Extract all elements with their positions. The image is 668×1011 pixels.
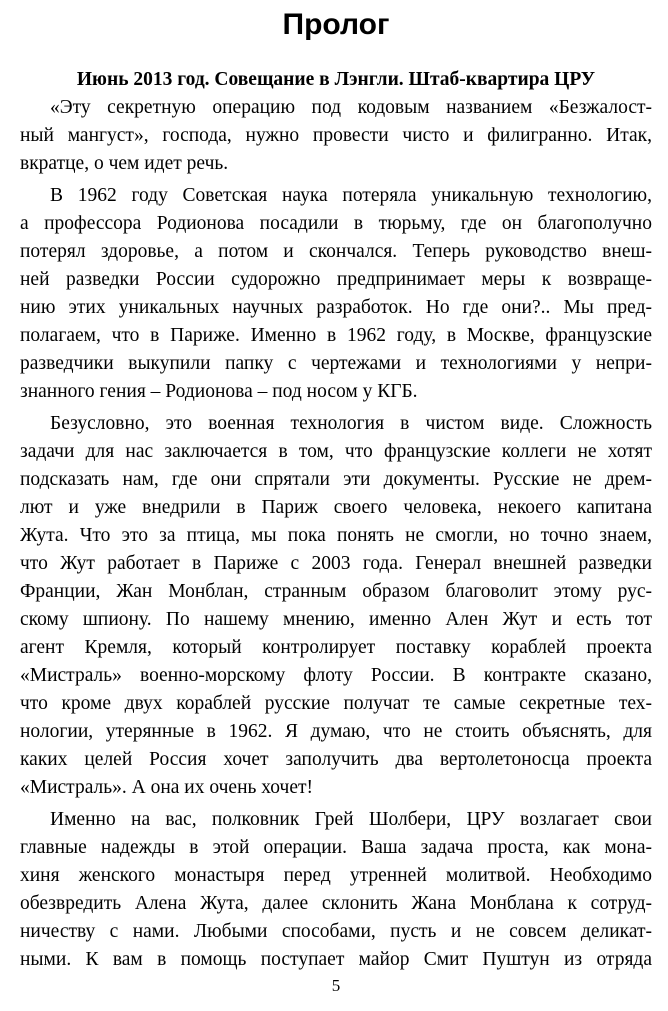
text-line: агент Кремля, который контролирует поставку кораблей проекта [20,637,652,658]
section-subtitle: Июнь 2013 год. Совещание в Лэнгли. Штаб-квартира ЦРУ [76,69,596,90]
text-line: лют и уже внедрили в Париж своего человека, некоего капитана [20,497,652,518]
text-line: «Мистраль». А она их очень хочет! [20,777,314,798]
paragraph [20,410,652,802]
text-line: знанного гения – Родионова – под носом у КГБ. [20,381,418,402]
text-line: Безусловно, это военная технология в чистом виде. Сложность [50,413,652,434]
text-line: В 1962 году Советская наука потеряла уникальную технологию, [50,185,652,206]
book-page [20,0,652,1011]
text-line: что Жут работает в Париже с 2003 года. Генерал внешней разведки [20,553,652,574]
text-line: нологии, утерянные в 1962. Я думаю, что не стоить объяснять, для [20,721,652,742]
text-line: Именно на вас, полковник Грей Шолбери, ЦРУ возлагает свои [50,809,652,830]
text-line: ней разведки России судорожно предпринимает меры к возвраще- [20,269,652,290]
body-text [20,94,652,974]
text-line: ный мангуст», господа, нужно провести чисто и филигранно. Итак, [20,125,652,146]
paragraph [20,182,652,406]
chapter-title: Пролог [282,8,390,41]
text-line: «Мистраль» военно-морскому флоту России. В контракте сказано, [20,665,652,686]
text-line: а профессора Родионова посадили в тюрьму, где он благополучно [20,213,652,234]
text-line: обезвредить Алена Жута, далее склонить Жана Монблана к сотруд- [20,893,652,914]
text-line: Жута. Что это за птица, мы пока понять не смогли, но точно знаем, [20,525,652,546]
text-line: ными. К вам в помощь поступает майор Смит Пуштун из отряда [20,949,652,970]
text-line: каких целей Россия хочет заполучить два вертолетоносца проекта [20,749,652,770]
text-line: ничеству с нами. Любыми способами, пусть и не совсем деликат- [20,921,652,942]
text-line: вкратце, о чем идет речь. [20,153,229,174]
text-line: задачи для нас заключается в том, что французские коллеги не хотят [20,441,652,462]
text-line: разведчики выкупили папку с чертежами и технологиями у непри- [20,353,652,374]
text-line: главные надежды в этой операции. Ваша задача проста, как мона- [20,837,652,858]
text-line: что кроме двух кораблей русские получат те самые секретные тех- [20,693,652,714]
paragraph [20,806,652,974]
text-line: хиня женского монастыря перед утренней молитвой. Необходимо [20,865,652,886]
text-line: «Эту секретную операцию под кодовым названием «Безжалост- [50,97,652,118]
page-number: 5 [331,976,341,995]
text-line: подсказать нам, где они спрятали эти документы. Русские не дрем- [20,469,652,490]
text-line: скому шпиону. По нашему мнению, именно Ален Жут и есть тот [20,609,652,630]
text-line: Франции, Жан Монблан, странным образом благоволит этому рус- [20,581,652,602]
paragraph [20,94,652,178]
text-line: потерял здоровье, а потом и скончался. Теперь руководство внеш- [20,241,652,262]
text-line: нию этих уникальных научных разработок. Но где они?.. Мы пред- [20,297,652,318]
text-line: полагаем, что в Париже. Именно в 1962 году, в Москве, французские [20,325,652,346]
